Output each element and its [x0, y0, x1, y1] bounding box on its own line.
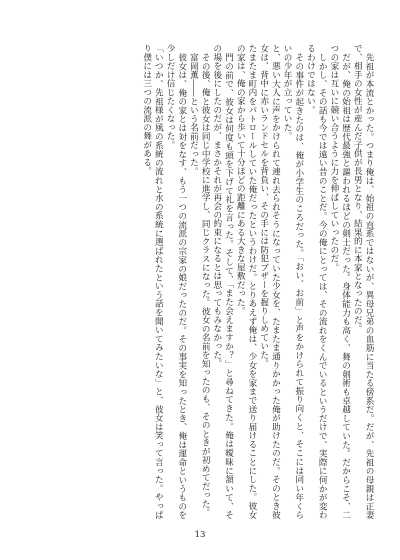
paragraph: と、悪い大人に声をかけられて連れ去られそうになっていた少女を、たまたま通りかかった俺が助けたのだ。そのとき彼女は、背中に赤いランドセルを背負い、その手には防犯ブザーを握りしめていた。 [258, 44, 281, 519]
paragraph: 富岡薫――という名前だった。 [188, 52, 199, 176]
paragraph: 先祖が本流とかった。つまり俺は、始祖の直系ではないが、異母兄弟の血筋に当たる傍系だ。だが、先祖の母親は正妻で、相手の女性が産んだ子供が長男となり、結果的に本家となったのだ。 [352, 44, 374, 519]
body-text [28, 44, 374, 519]
paragraph: たまたま町内をパトロールしていた俺だったというわけだ。とりあえず俺は、少女を家まで送り届けることにした。彼女の家は、俺の家から歩いて十分ほどの距離にある大きな屋敷だった。 [235, 44, 257, 519]
paragraph: その事件が起きたのは、俺が小学生のころだった。「おい、お前」と声をかけられて振り向くと、そこには同い年くらいの少年が立っていた。 [282, 44, 304, 519]
page-number: 13 [194, 530, 206, 540]
paragraph: 彼女は、俺の家とは対をなす、もう一つの流派の宗家の娘だったのだ。その事実を知ったとき、俺は運命というものを少しだけ信じたくなった。 [165, 44, 187, 519]
paragraph: 門の前で、彼女は何度も頭を下げて礼を言った。そして、「また会えますか？」と尋ねてきた。俺は曖昧に頷いて、その場を後にしたのだが、まさかそれが再会の約束になるとは思ってもみなかった。 [211, 44, 234, 519]
paragraph: 「いつか、先祖様が風の系統の流れと水の系統に選ばれたという話を聞いてみたいな」と、彼女は笑って言った。やっぱり僕には三つの流派の舞がある。 [141, 44, 164, 519]
paragraph: だが、俺の始祖は歴代最強と謳われるほどの剣士だった。身体能力も高く、舞の剣術も卓越していた。だからこそ、二つの家は互いに競い合うように力を伸ばしていったのだ。 [328, 44, 351, 519]
paragraph: その後、俺と彼女は同じ中学校に進学し、同じクラスになった。彼女の名前を知ったのも、そのときが初めてだった。 [200, 52, 211, 517]
paragraph: しかし、その話も今では遠い昔のことだ。今の俺にとっては、その流れをくんでいるというだけで、実際に何かが変わるわけではない。 [305, 44, 328, 519]
